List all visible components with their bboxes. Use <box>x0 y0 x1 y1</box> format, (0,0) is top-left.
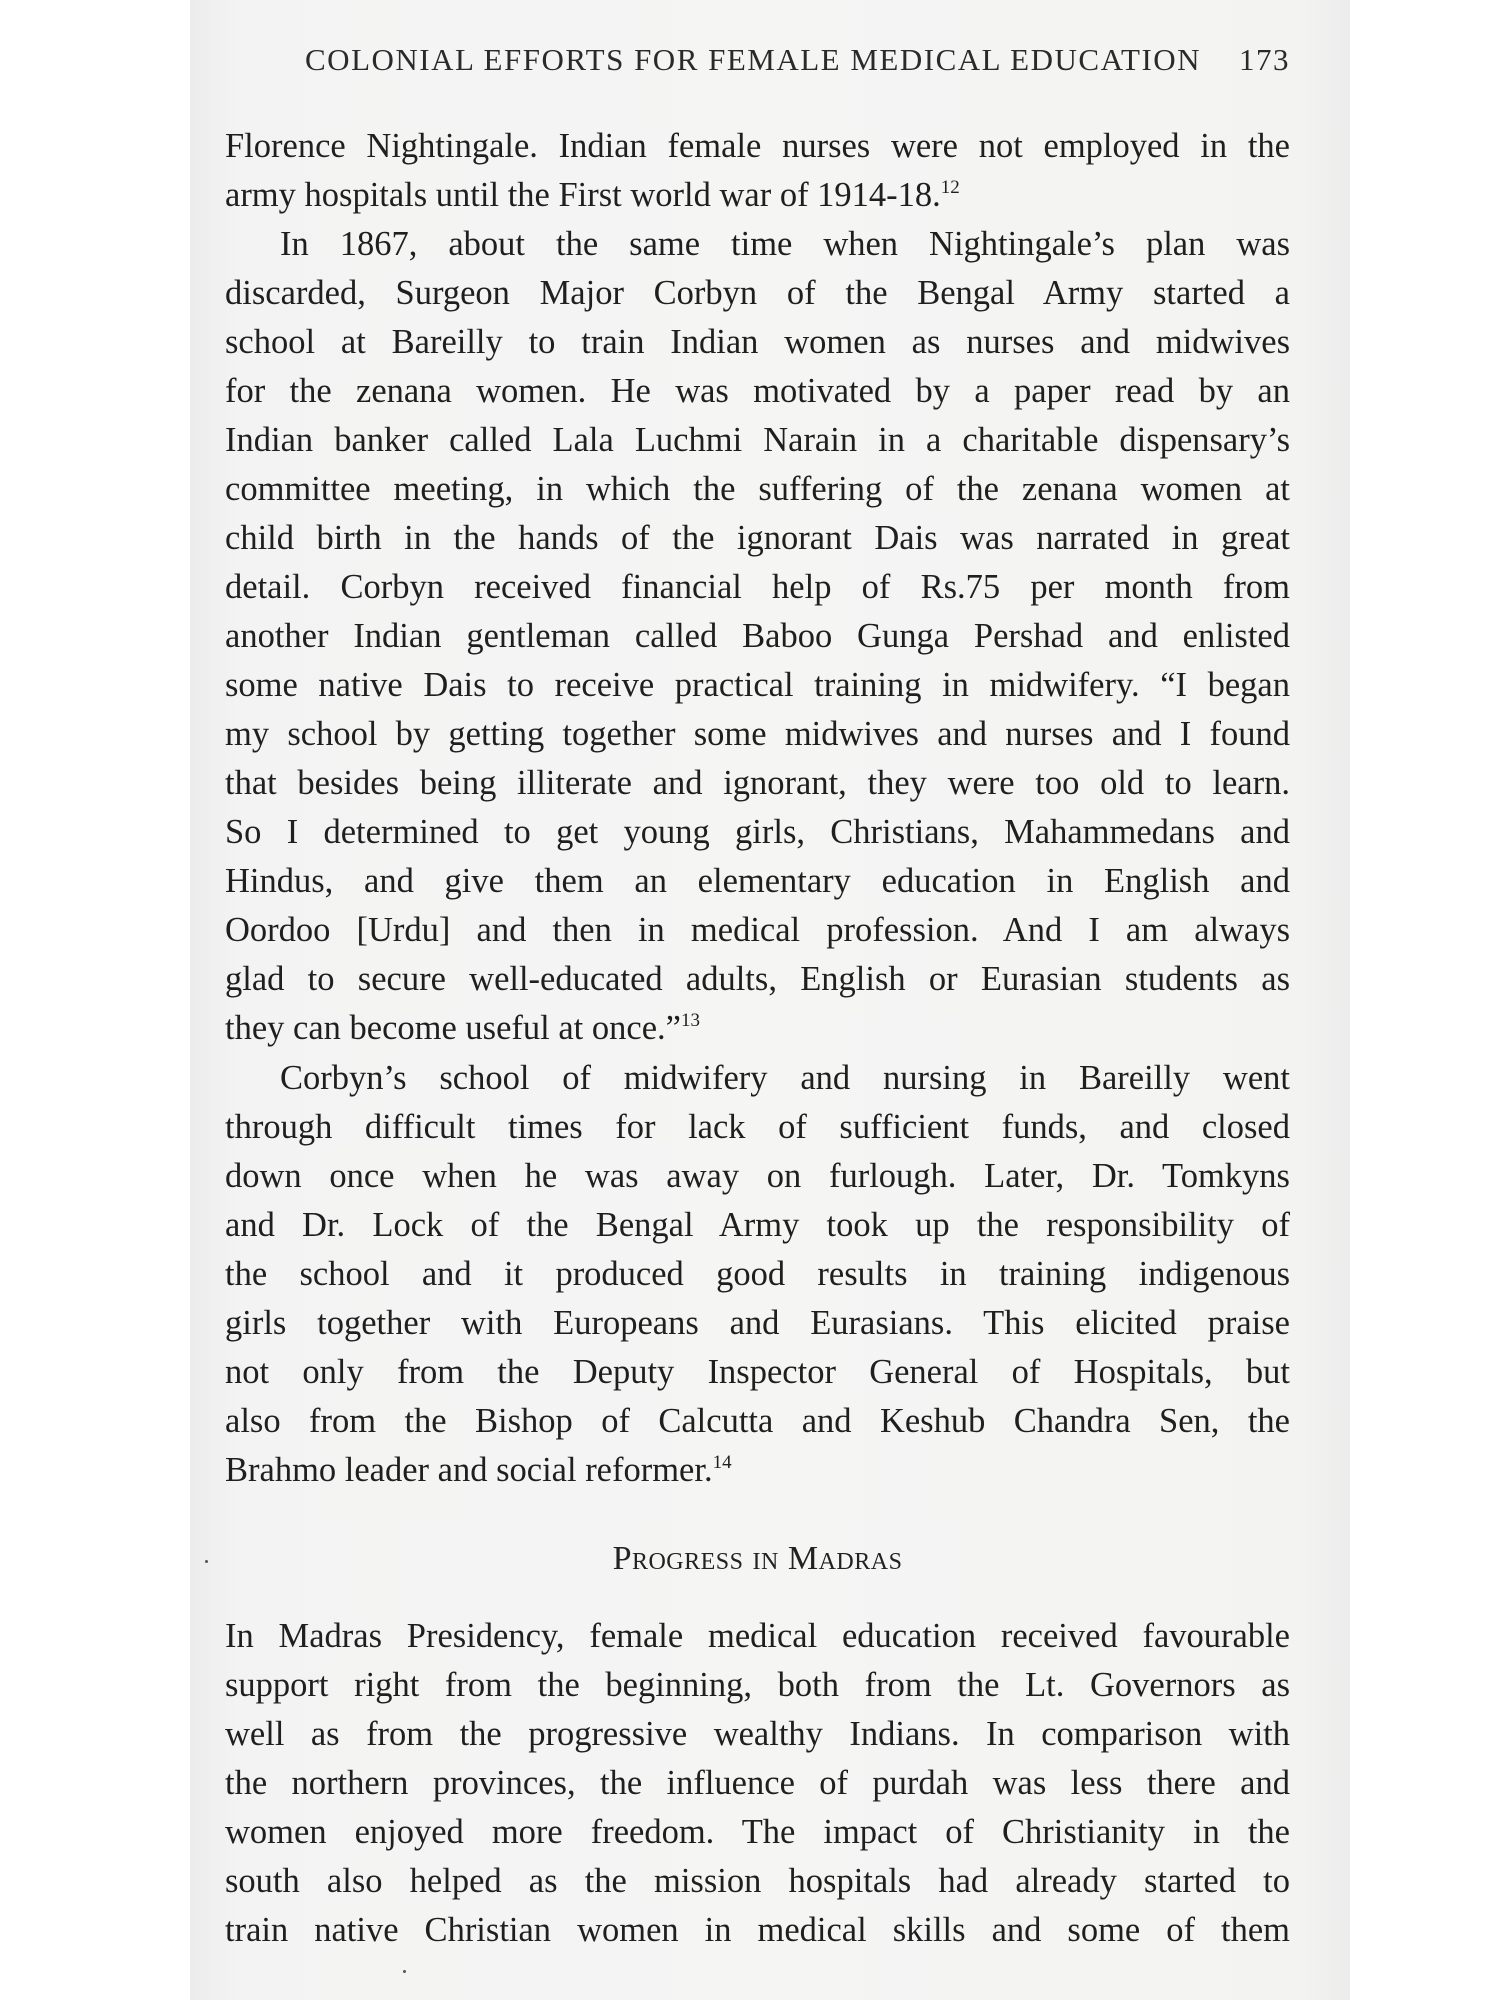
text-line: detail. Corbyn received financial help of Rs.75 per month from <box>225 568 1290 606</box>
footnote-marker: 12 <box>940 177 960 198</box>
text-line <box>225 1446 1290 1495</box>
paper-speck <box>403 1970 406 1973</box>
text-line: child birth in the hands of the ignorant Dais was narrated in great <box>225 519 1290 557</box>
text-line: So I determined to get young girls, Christians, Mahammedans and <box>225 813 1290 851</box>
running-head-title: COLONIAL EFFORTS FOR FEMALE MEDICAL EDUCATION <box>305 42 1202 77</box>
text-line: Florence Nightingale. Indian female nurses were not employed in the <box>225 127 1290 165</box>
text-line-content: Brahmo leader and social reformer. <box>225 1451 713 1489</box>
text-line: through difficult times for lack of sufficient funds, and closed <box>225 1108 1290 1146</box>
text-line: Indian banker called Lala Luchmi Narain in a charitable dispensary’s <box>225 421 1290 459</box>
text-line: committee meeting, in which the suffering of the zenana women at <box>225 470 1290 508</box>
text-line: not only from the Deputy Inspector General of Hospitals, but <box>225 1353 1290 1391</box>
text-line: my school by getting together some midwives and nurses and I found <box>225 715 1290 753</box>
text-line: In Madras Presidency, female medical education received favourable <box>225 1617 1290 1655</box>
text-line: women enjoyed more freedom. The impact of Christianity in the <box>225 1813 1290 1851</box>
text-line: Hindus, and give them an elementary education in English and <box>225 862 1290 900</box>
paragraph-1 <box>225 122 1290 220</box>
footnote-marker: 13 <box>680 1010 700 1031</box>
text-line: for the zenana women. He was motivated by a paper read by an <box>225 372 1290 410</box>
text-line: some native Dais to receive practical training in midwifery. “I began <box>225 666 1290 704</box>
text-line: another Indian gentleman called Baboo Gunga Pershad and enlisted <box>225 617 1290 655</box>
text-line: well as from the progressive wealthy Indians. In comparison with <box>225 1715 1290 1753</box>
paragraph-4 <box>225 1612 1290 1955</box>
text-line: also from the Bishop of Calcutta and Keshub Chandra Sen, the <box>225 1402 1290 1440</box>
text-line: that besides being illiterate and ignorant, they were too old to learn. <box>225 764 1290 802</box>
text-line-content: they can become useful at once.” <box>225 1009 681 1047</box>
page-number: 173 <box>1239 42 1290 77</box>
text-line: glad to secure well-educated adults, English or Eurasian students as <box>225 960 1290 998</box>
section-heading: Progress in Madras <box>612 1540 903 1577</box>
text-line: Corbyn’s school of midwifery and nursing in Bareilly went <box>280 1059 1290 1097</box>
text-line: Oordoo [Urdu] and then in medical profession. And I am always <box>225 911 1290 949</box>
text-line: train native Christian women in medical skills and some of them <box>225 1911 1290 1949</box>
paragraph-3 <box>225 1054 1290 1495</box>
text-line: down once when he was away on furlough. Later, Dr. Tomkyns <box>225 1157 1290 1195</box>
text-line <box>225 1004 1290 1053</box>
text-line: school at Bareilly to train Indian women as nurses and midwives <box>225 323 1290 361</box>
text-line: the northern provinces, the influence of purdah was less there and <box>225 1764 1290 1802</box>
text-line: support right from the beginning, both from the Lt. Governors as <box>225 1666 1290 1704</box>
text-line: and Dr. Lock of the Bengal Army took up the responsibility of <box>225 1206 1290 1244</box>
text-line: south also helped as the mission hospitals had already started to <box>225 1862 1290 1900</box>
paper-speck <box>205 1560 208 1563</box>
text-line <box>225 171 1290 220</box>
text-line: In 1867, about the same time when Nightingale’s plan was <box>280 225 1290 263</box>
paragraph-2 <box>225 220 1290 1053</box>
text-line-content: army hospitals until the First world war of 1914-18. <box>225 176 941 214</box>
text-line: the school and it produced good results in training indigenous <box>225 1255 1290 1293</box>
footnote-marker: 14 <box>712 1452 732 1473</box>
text-line: girls together with Europeans and Eurasians. This elicited praise <box>225 1304 1290 1342</box>
text-line: discarded, Surgeon Major Corbyn of the Bengal Army started a <box>225 274 1290 312</box>
